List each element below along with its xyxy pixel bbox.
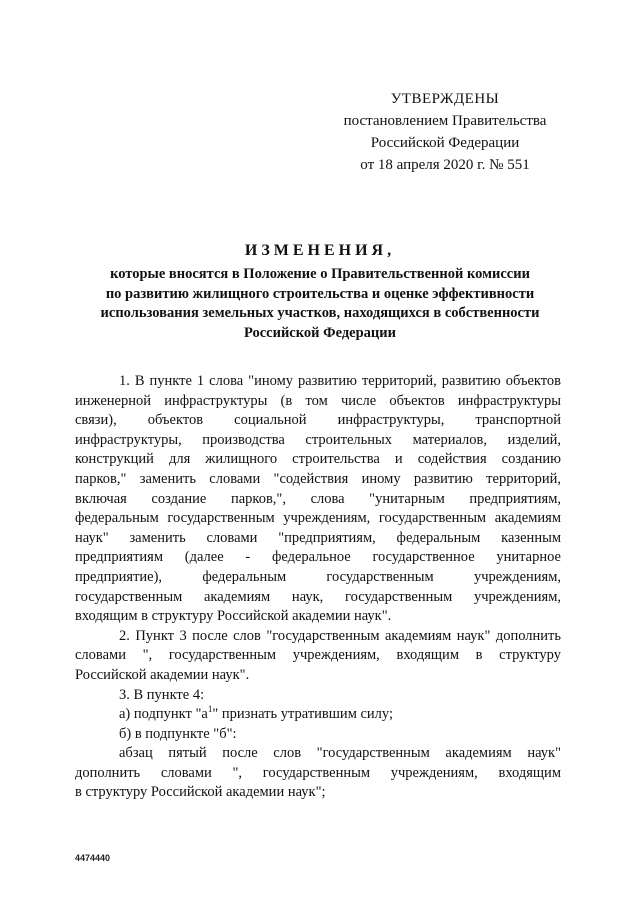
paragraph-line: инженерной инфраструктуры (в том числе объектов инфраструктуры [75, 392, 561, 409]
subpoint-a-end: " признать утратившим силу; [212, 706, 394, 723]
paragraph-line [75, 705, 561, 725]
paragraph-line: конструкций для жилищного строительства и содействия созданию [75, 451, 561, 468]
document-id-number: 4474440 [75, 853, 111, 863]
document-title-block [70, 240, 570, 343]
document-body [75, 372, 561, 803]
paragraph-line: 1. В пункте 1 слова "иному развитию территорий, развитию объектов [119, 373, 561, 389]
paragraph-line: предприятие), федеральным государственным учреждениям, [75, 568, 561, 585]
paragraph-line: Российской академии наук". [75, 666, 250, 683]
subtitle-line: по развитию жилищного строительства и оценке эффективности [105, 285, 535, 302]
paragraph-line: абзац пятый после слов "государственным академиям наук" [119, 745, 561, 762]
paragraph-line: государственным академиям наук, государственным учреждениям, [75, 588, 561, 605]
paragraph-line: 2. Пункт 3 после слов "государственным академиям наук" дополнить [119, 627, 561, 644]
paragraph-line: б) в подпункте "б": [119, 725, 237, 742]
paragraph-line: предприятиям (далее - федеральное государственное унитарное [75, 549, 561, 566]
subtitle-line: которые вносятся в Положение о Правительственной комиссии [110, 266, 530, 282]
paragraph-line: дополнить словами ", государственным учреждениям, входящим [75, 764, 561, 781]
approval-line: постановлением Правительства [343, 113, 547, 129]
paragraph-line: словами ", государственным учреждениям, входящим в структуру [75, 647, 561, 664]
superscript-index: 1 [207, 704, 213, 715]
paragraph-line: связи), объектов социальной инфраструктуры, транспортной [75, 412, 561, 429]
document-title: ИЗМЕНЕНИЯ, [244, 242, 396, 259]
subpoint-a-start: а) подпункт "а [119, 706, 208, 723]
approval-date-number: от 18 апреля 2020 г. № 551 [360, 157, 530, 173]
paragraph-line: наук" заменить словами "предприятиям, федеральным казенным [75, 529, 561, 546]
paragraph-line: включая создание парков,", слова "унитарным предприятиям, [75, 490, 561, 507]
paragraph-line: парков," заменить словами "содействия иному развитию территорий, [75, 470, 561, 487]
paragraph-line: федеральным государственным учреждениям, государственным академиям [75, 510, 561, 527]
approval-line: Российской Федерации [370, 135, 520, 151]
paragraph-line: входящим в структуру Российской академии наук". [75, 608, 392, 625]
approval-stamp [330, 88, 560, 176]
paragraph-line: в структуру Российской академии наук"; [75, 784, 326, 801]
subtitle-line: использования земельных участков, находящихся в собственности [100, 305, 540, 321]
paragraph-line: инфраструктуры, производства строительных материалов, изделий, [75, 431, 561, 448]
approval-heading: УТВЕРЖДЕНЫ [390, 91, 500, 107]
subtitle-line: Российской Федерации [243, 324, 396, 341]
paragraph-line: 3. В пункте 4: [119, 686, 205, 703]
